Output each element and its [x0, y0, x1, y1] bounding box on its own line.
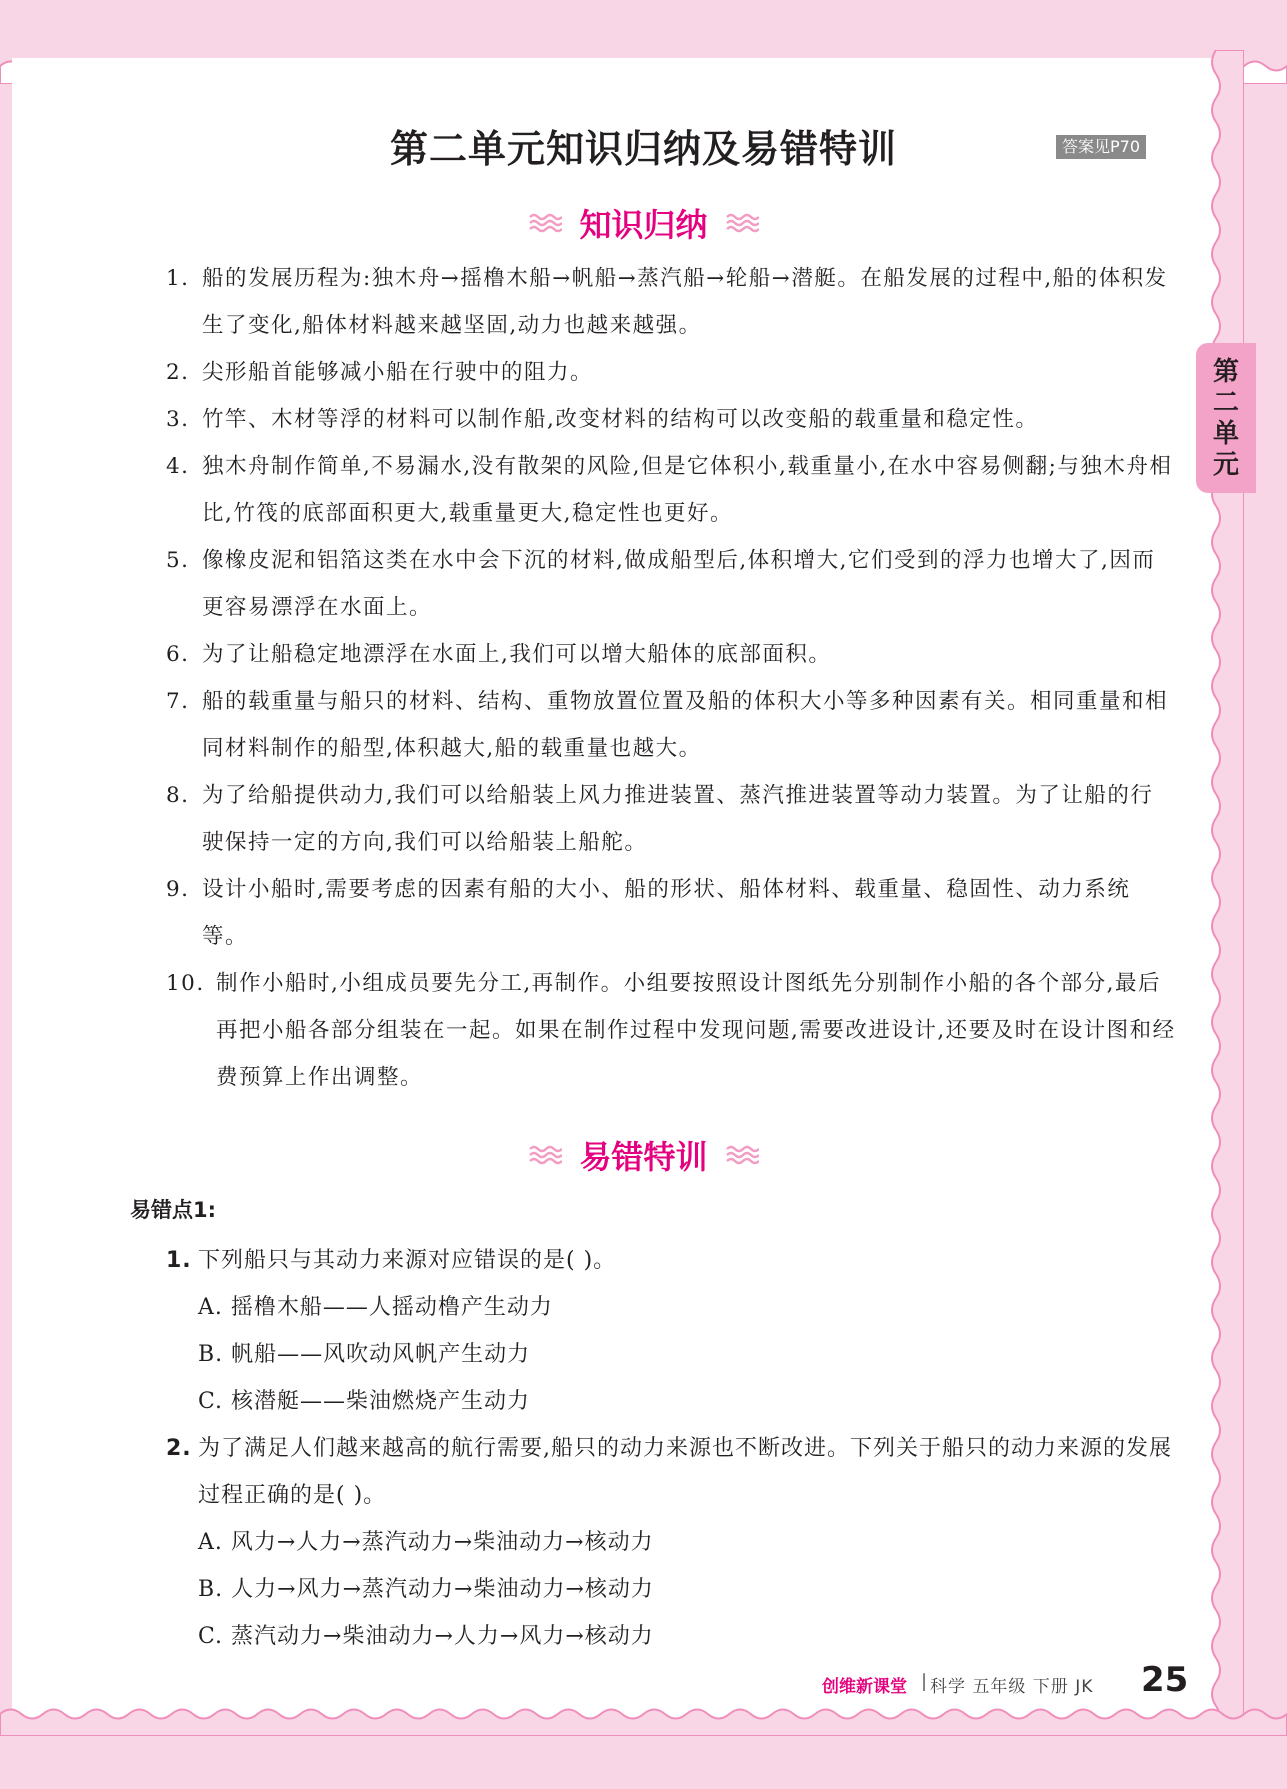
knowledge-item: [166, 631, 1176, 678]
knowledge-item-number: 1.: [166, 266, 190, 291]
knowledge-item-text: 为了让船稳定地漂浮在水面上,我们可以增大船体的底部面积。: [202, 642, 832, 667]
knowledge-item-text: 竹竿、木材等浮的材料可以制作船,改变材料的结构可以改变船的载重量和稳定性。: [202, 407, 1039, 432]
question-number: 2.: [166, 1436, 192, 1461]
question-option: A. 风力→人力→蒸汽动力→柴油动力→核动力: [198, 1530, 654, 1555]
question-option: C. 蒸汽动力→柴油动力→人力→风力→核动力: [198, 1624, 654, 1649]
knowledge-item-text: 设计小船时,需要考虑的因素有船的大小、船的形状、船体材料、载重量、稳固性、动力系统等。: [202, 877, 1131, 949]
knowledge-item: [166, 772, 1176, 866]
question: [166, 1425, 1176, 1519]
knowledge-item-number: 7.: [166, 689, 190, 714]
knowledge-item-text: 船的载重量与船只的材料、结构、重物放置位置及船的体积大小等多种因素有关。相同重量和相同材料制作的船型,体积越大,船的载重量也越大。: [202, 689, 1169, 761]
unit-side-tab-label: 第二单元: [1212, 357, 1239, 480]
question: [166, 1237, 1176, 1284]
error-section-heading: [0, 1132, 1287, 1178]
knowledge-item-text: 独木舟制作简单,不易漏水,没有散架的风险,但是它体积小,载重量小,在水中容易侧翻;与独木舟相比,竹筏的底部面积更大,载重量更大,稳定性也更好。: [202, 454, 1173, 526]
knowledge-item-number: 8.: [166, 783, 190, 808]
knowledge-section-heading: [0, 200, 1287, 246]
knowledge-item-text: 尖形船首能够减小船在行驶中的阻力。: [202, 360, 594, 385]
knowledge-item: [166, 866, 1176, 960]
knowledge-item: [166, 443, 1176, 537]
question-option: B. 帆船——风吹动风帆产生动力: [198, 1342, 531, 1367]
knowledge-item-text: 为了给船提供动力,我们可以给船装上风力推进装置、蒸汽推进装置等动力装置。为了让船的行驶保持一定的方向,我们可以给船装上船舵。: [202, 783, 1154, 855]
knowledge-item-number: 6.: [166, 642, 190, 667]
unit-side-tab: [1196, 343, 1256, 493]
knowledge-item: [166, 678, 1176, 772]
question-text: 为了满足人们越来越高的航行需要,船只的动力来源也不断改进。下列关于船只的动力来源的发展过程正确的是( )。: [198, 1436, 1172, 1508]
knowledge-item-number: 5.: [166, 548, 190, 573]
squiggle-left-icon: [528, 212, 562, 234]
error-heading-text: 易错特训: [579, 1138, 708, 1176]
knowledge-item-number: 4.: [166, 454, 190, 479]
wavy-border-bottom: [0, 1692, 1287, 1736]
knowledge-heading-text: 知识归纳: [579, 206, 708, 244]
knowledge-item: [166, 396, 1176, 443]
footer-brand: 创维新课堂: [822, 1677, 907, 1697]
question-text: 下列船只与其动力来源对应错误的是( )。: [198, 1248, 617, 1273]
knowledge-item: [166, 960, 1176, 1101]
squiggle-left-icon: [528, 1144, 562, 1166]
error-point-label: 易错点1:: [130, 1198, 217, 1222]
squiggle-right-icon: [725, 212, 759, 234]
question-option: B. 人力→风力→蒸汽动力→柴油动力→核动力: [198, 1577, 654, 1602]
knowledge-item: [166, 349, 1176, 396]
knowledge-item-number: 3.: [166, 407, 190, 432]
knowledge-item-number: 10.: [166, 971, 205, 996]
knowledge-item-number: 2.: [166, 360, 190, 385]
knowledge-item: [166, 537, 1176, 631]
knowledge-item: [166, 255, 1176, 349]
question-number: 1.: [166, 1248, 192, 1273]
squiggle-right-icon: [725, 1144, 759, 1166]
knowledge-item-number: 9.: [166, 877, 190, 902]
wavy-border-right: [1194, 50, 1244, 1730]
answer-reference-badge: 答案见P70: [1056, 135, 1146, 159]
page-number: 25: [1141, 1660, 1189, 1700]
knowledge-item-text: 制作小船时,小组成员要先分工,再制作。小组要按照设计图纸先分别制作小船的各个部分,最后再把小船各部分组装在一起。如果在制作过程中发现问题,需要改进设计,还要及时在设计图和经费预算上作出调整。: [216, 971, 1176, 1090]
knowledge-item-text: 船的发展历程为:独木舟→摇橹木船→帆船→蒸汽船→轮船→潜艇。在船发展的过程中,船的体积发生了变化,船体材料越来越坚固,动力也越来越强。: [202, 266, 1168, 338]
knowledge-item-text: 像橡皮泥和铝箔这类在水中会下沉的材料,做成船型后,体积增大,它们受到的浮力也增大了,因而更容易漂浮在水面上。: [202, 548, 1156, 620]
question-option: A. 摇橹木船——人摇动橹产生动力: [198, 1295, 553, 1320]
question-option: C. 核潜艇——柴油燃烧产生动力: [198, 1389, 531, 1414]
footer-separator: |: [921, 1671, 928, 1692]
page-title: 第二单元知识归纳及易错特训: [389, 127, 897, 171]
footer-book-info: 科学 五年级 下册 JK: [930, 1677, 1094, 1697]
